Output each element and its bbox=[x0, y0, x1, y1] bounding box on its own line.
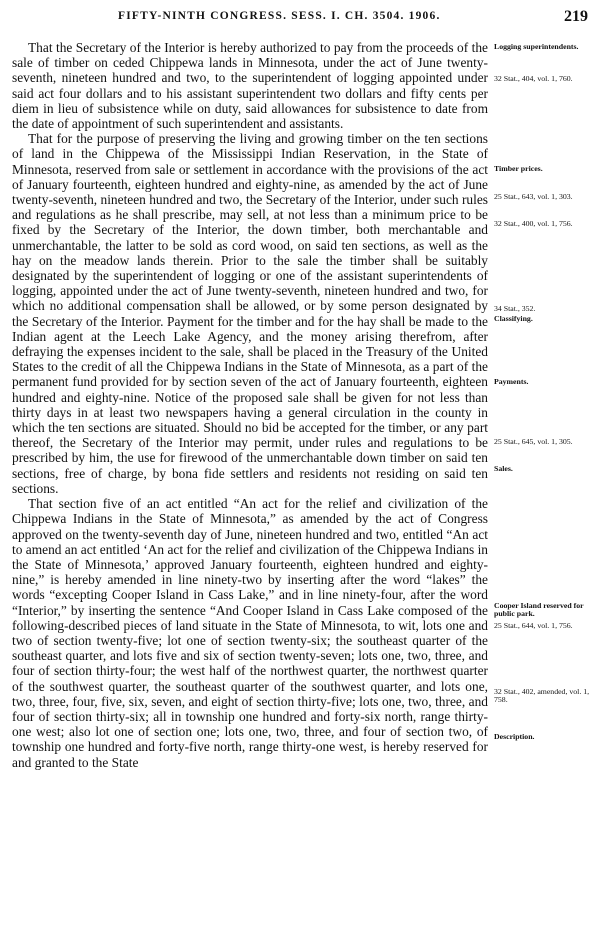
margin-note-timber-prices: Timber prices. bbox=[494, 164, 543, 173]
margin-note-logging-superintendents: Logging superintendents. bbox=[494, 42, 579, 51]
running-head: FIFTY-NINTH CONGRESS. SESS. I. CH. 3504. 1906. bbox=[118, 10, 441, 22]
page-number: 219 bbox=[564, 8, 588, 25]
margin-note-citation: 25 Stat., 644, vol. 1, 756. bbox=[494, 621, 573, 630]
margin-note-cooper-island: Cooper Island reserved for public park. bbox=[494, 601, 584, 619]
paragraph-cooper-island: That section five of an act entitled “An act for the relief and civilization of the Chippewa Indians in the State of Minnesota,” as amended by the act of Congress approved on the twenty-seventh day of June, nineteen hundred and two, entitled “An act to amend an act entitled ‘An act for the relief and civilization of the Chippewa Indians in the State of Minnesota,’ approved January fourteenth, eighteen hundred and eighty-nine,” is hereby amended in line ninety-two by inserting after the word “lakes” the words “excepting Cooper Island in Cass Lake,” and in line ninety-four, after the word “Interior,” by inserting the sentence “And Cooper Island in Cass Lake composed of the following-described pieces of land situate in the State of Minnesota, to wit, lots one and two of section twenty-five; lot one of section twenty-six; the southeast quarter of the southeast quarter, and lots five and six of section twenty-seven; lots one, two, three, and four of section thirty-four; the west half of the northwest quarter, the northwest quarter of the southwest quarter, the southeast quarter of the southwest quarter, and lots one, two, three, four, five, six, seven, and eight of section thirty-five; lots one, two, three, and four of section thirty-six; all in township one hundred and forty-six north, range thirty-one west; also lot one of section one; lots one, two, three, and four of section two, of township one hundred and forty-five north, range thirty-one west, is hereby reserved for and granted to the State bbox=[12, 496, 488, 770]
page-header bbox=[0, 8, 600, 28]
margin-note-description: Description. bbox=[494, 732, 535, 741]
margin-note-citation: 34 Stat., 352. bbox=[494, 304, 536, 313]
paragraph-logging-superintendents: That the Secretary of the Interior is hereby authorized to pay from the proceeds of the sale of timber on ceded Chippewa lands in Minnesota, under the act of June twenty-seventh, nineteen hundred and two, to the superintendent of logging appointed under said act four dollars and to his assistant superintendent two dollars and fifty cents per diem in lieu of subsistence while on duty, said allowances for subsistence to date from the date of appointment of such superintendent and assistants. bbox=[12, 40, 488, 132]
margin-note-classifying: Classifying. bbox=[494, 314, 533, 323]
margin-note-citation: 32 Stat., 400, vol. 1, 756. bbox=[494, 219, 573, 228]
paragraph-timber-sale: That for the purpose of preserving the living and growing timber on the ten sections of land in the Chippewa of the Mississippi Indian Reservation, in the State of Minnesota, reserved from sale or settlement in accordance with the provisions of the act of January fourteenth, eighteen hundred and eighty-nine, as amended by the act of June twenty-seventh, nineteen hundred and two, the Secretary of the Interior, under such rules and regulations as he shall prescribe, may sell, at not less than a minimum price to be fixed by the Secretary of the Interior, the down timber, both merchantable and unmerchantable, the latter to be sold as cord wood, on said ten sections, as well as the hay on the meadow lands therein. Prior to the sale the timber shall be suitably designated by the superintendent of logging or one of the assistant superintendents of logging, appointed under the act of June twenty-seventh, nineteen hundred and two, for which no additional compensation shall be allowed, or by some person designated by the Secretary of the Interior. Payment for the timber and for the hay shall be made to the Indian agent at the Leech Lake Agency, and the money arising therefrom, after defraying the expenses incident to the sale, shall be placed in the Treasury of the United States to the credit of all the Chippewa Indians in the State of Minnesota, as a part of the permanent fund provided for by section seven of the act of January fourteenth, eighteen hundred and eighty-nine. Notice of the proposed sale shall be given for not less than thirty days in at least two newspapers having a general circulation in the county in which the ten sections are situated. Should no bid be accepted for the timber, or any part thereof, the Secretary of the Interior may permit, under rules and regulations to be prescribed by him, the use for firewood of the unmerchantable down timber on said ten sections, free of charge, by bona fide settlers and residents not residing on said ten sections. bbox=[12, 131, 488, 496]
margin-note-citation: 25 Stat., 645, vol. 1, 305. bbox=[494, 437, 573, 446]
margin-note-sales: Sales. bbox=[494, 464, 513, 473]
margin-note-citation: 25 Stat., 643, vol. 1, 303. bbox=[494, 192, 573, 201]
margin-note-payments: Payments. bbox=[494, 377, 529, 386]
margin-note-citation: 32 Stat., 404, vol. 1, 760. bbox=[494, 74, 573, 83]
body-text bbox=[12, 40, 488, 770]
margin-note-citation: 32 Stat., 402, amended, vol. 1, 758. bbox=[494, 687, 590, 705]
